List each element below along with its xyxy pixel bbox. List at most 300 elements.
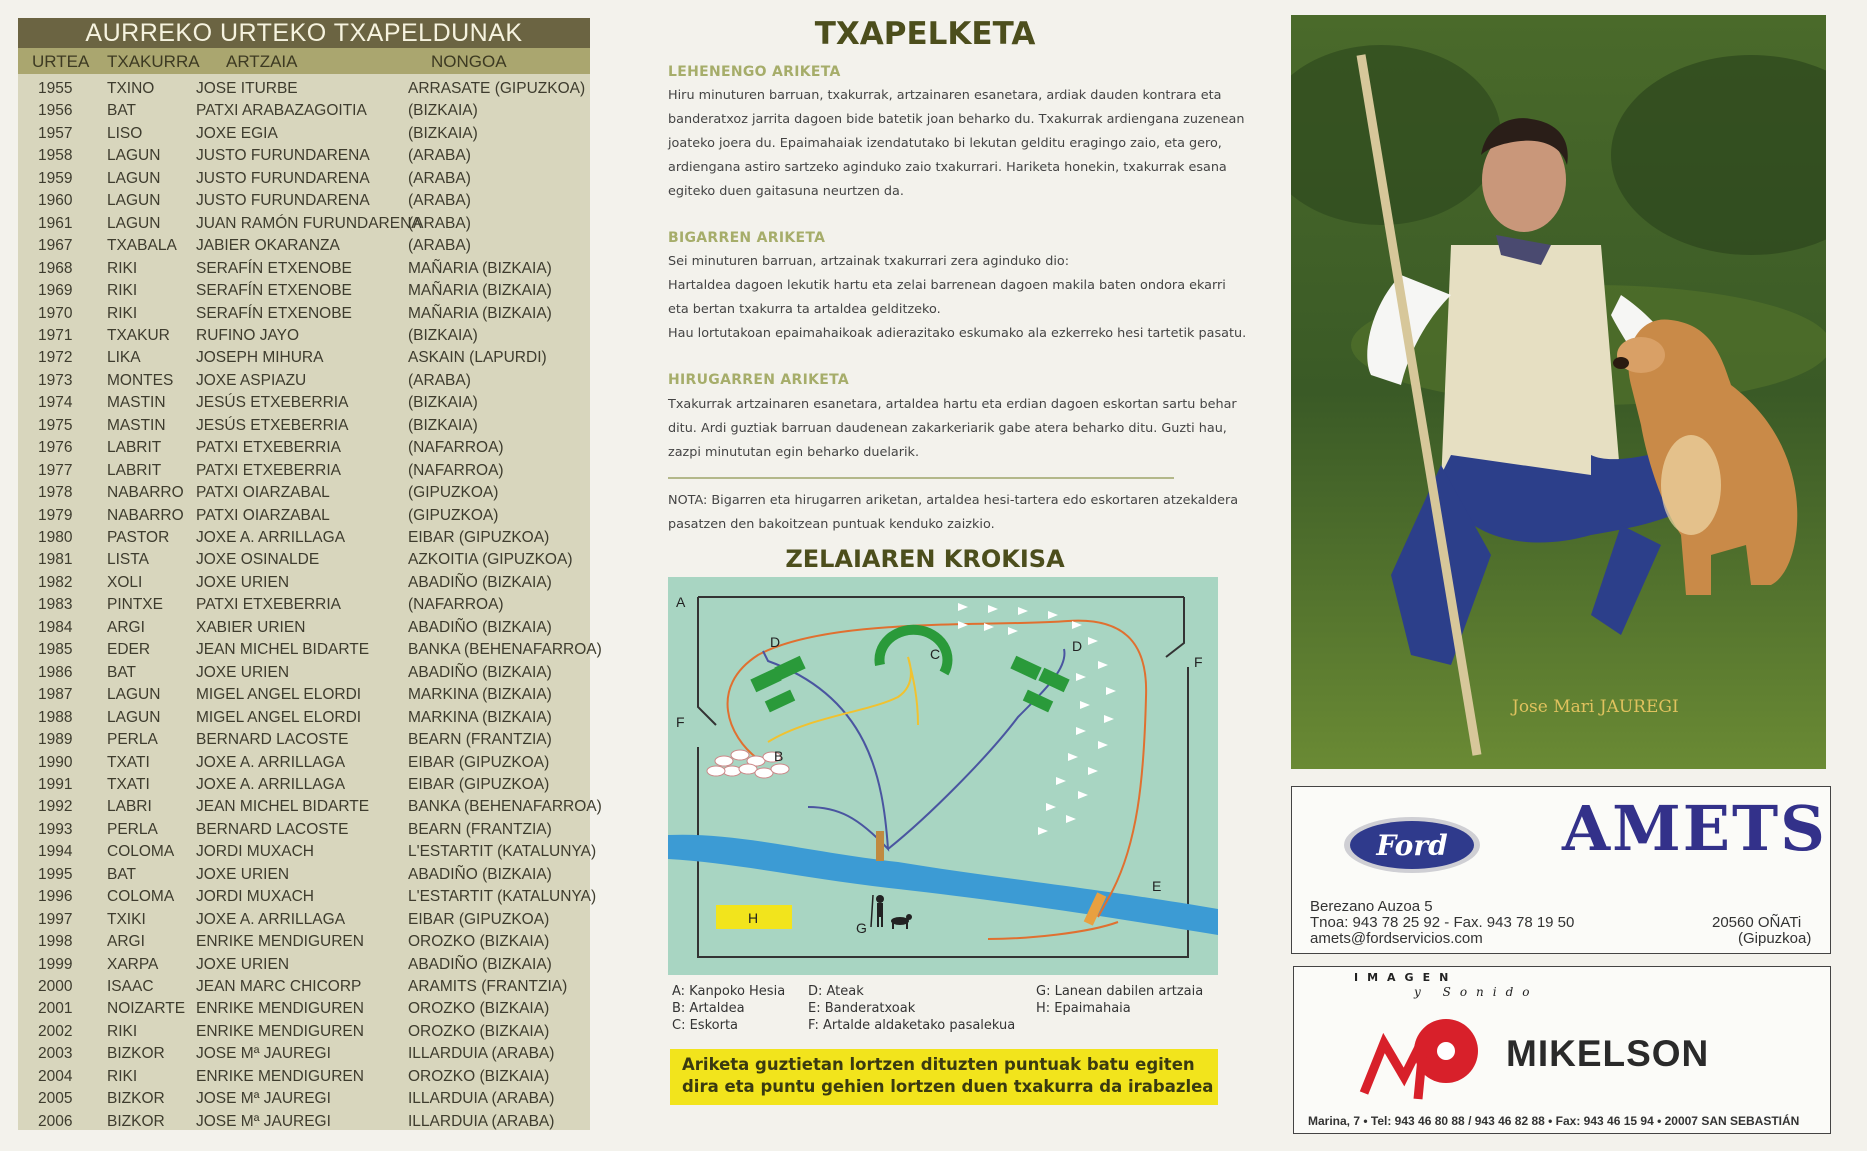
row-dog: PASTOR	[107, 529, 170, 546]
row-dog: NOIZARTE	[107, 1000, 186, 1018]
row-shepherd: BERNARD LACOSTE	[196, 820, 349, 838]
label-c: C	[930, 646, 941, 662]
champions-header	[18, 48, 590, 74]
row-origin: MAÑARIA (BIZKAIA)	[408, 259, 552, 277]
vest	[1441, 245, 1621, 485]
row-year: 1967	[38, 237, 73, 255]
row-year: 1976	[38, 439, 73, 457]
row-origin: EIBAR (GIPUZKOA)	[408, 529, 550, 546]
label-f-right: F	[1194, 654, 1203, 670]
row-dog: LAGUN	[107, 192, 161, 210]
row-origin: (NAFARROA)	[408, 461, 504, 479]
legend-item: D: Ateak	[808, 984, 864, 999]
table-row	[18, 729, 590, 751]
row-dog: LABRI	[107, 798, 152, 816]
map-title: ZELAIAREN KROKISA	[785, 545, 1065, 573]
row-shepherd: JEAN MARC CHICORP	[196, 978, 362, 995]
table-row	[18, 213, 590, 235]
amets-phone: Tnoa: 943 78 25 92 - Fax. 943 78 19 50	[1310, 914, 1575, 931]
row-year: 1959	[38, 169, 73, 187]
row-shepherd: JOSE ITURBE	[196, 80, 298, 97]
legend-item: B: Artaldea	[672, 1001, 745, 1016]
row-year: 1972	[38, 349, 73, 367]
row-dog: ARGI	[107, 618, 145, 636]
row-origin: (GIPUZKOA)	[408, 506, 499, 524]
row-origin: (NAFARROA)	[408, 596, 504, 614]
row-year: 1969	[38, 282, 73, 300]
row-shepherd: SERAFÍN ETXENOBE	[196, 259, 352, 277]
table-row	[18, 325, 590, 347]
row-origin: ILLARDUIA (ARABA)	[408, 1112, 555, 1130]
mikelson-logo-icon	[1354, 1013, 1494, 1103]
label-a: A	[676, 594, 686, 610]
label-g: G	[856, 920, 867, 936]
row-year: 1975	[38, 416, 73, 434]
mikelson-tagline: IMAGEN	[1354, 971, 1458, 984]
row-dog: TXIKI	[107, 910, 146, 928]
mikelson-ad	[1293, 966, 1831, 1134]
row-dog: RIKI	[107, 282, 138, 300]
table-row	[18, 370, 590, 392]
row-year: 1982	[38, 573, 73, 591]
row-origin: MARKINA (BIZKAIA)	[408, 708, 552, 726]
row-dog: LISO	[107, 124, 143, 142]
row-year: 1974	[38, 394, 73, 412]
text-line: zazpi minututan egin beharko duelarik.	[668, 445, 920, 460]
legend-item: C: Eskorta	[672, 1018, 739, 1033]
table-row	[18, 909, 590, 931]
header-urtea: URTEA	[32, 52, 90, 71]
row-dog: LAGUN	[107, 169, 161, 187]
table-row	[18, 954, 590, 976]
row-shepherd: RUFINO JAYO	[196, 326, 300, 344]
row-origin: (ARABA)	[408, 192, 471, 210]
row-shepherd: ENRIKE MENDIGUREN	[196, 933, 364, 951]
champion-photo	[1291, 15, 1826, 769]
row-dog: BIZKOR	[107, 1090, 165, 1108]
row-year: 1994	[38, 843, 73, 861]
row-year: 2002	[38, 1022, 73, 1040]
row-year: 2005	[38, 1090, 73, 1108]
row-origin: AZKOITIA (GIPUZKOA)	[408, 551, 573, 569]
row-shepherd: PATXI OIARZABAL	[196, 506, 330, 524]
row-shepherd: JOXE ASPIAZU	[196, 371, 307, 389]
row-origin: OROZKO (BIZKAIA)	[408, 1000, 550, 1018]
row-year: 1987	[38, 686, 73, 704]
row-origin: ILLARDUIA (ARABA)	[408, 1090, 555, 1108]
row-dog: BAT	[107, 865, 136, 883]
label-f-left: F	[676, 714, 685, 730]
row-origin: (BIZKAIA)	[408, 124, 478, 142]
section-1-text	[668, 84, 1245, 204]
row-year: 1979	[38, 506, 73, 524]
section-1-heading: LEHENENGO ARIKETA	[668, 64, 841, 80]
row-year: 1990	[38, 753, 73, 771]
row-dog: NABARRO	[107, 484, 184, 502]
row-year: 1978	[38, 484, 73, 502]
table-row	[18, 123, 590, 145]
row-shepherd: JUSTO FURUNDARENA	[196, 192, 370, 210]
table-row	[18, 684, 590, 706]
table-row	[18, 1088, 590, 1110]
row-year: 1988	[38, 708, 73, 726]
row-dog: COLOMA	[107, 843, 175, 861]
table-row	[18, 505, 590, 527]
row-shepherd: JUSTO FURUNDARENA	[196, 147, 370, 165]
dog-nose	[1613, 357, 1629, 369]
row-shepherd: JOXE URIEN	[196, 663, 290, 681]
table-row	[18, 1066, 590, 1088]
row-year: 1986	[38, 663, 73, 681]
row-shepherd: ENRIKE MENDIGUREN	[196, 1022, 364, 1040]
legend-item: G: Lanean dabilen artzaia	[1036, 984, 1204, 999]
champions-title: AURREKO URTEKO TXAPELDUNAK	[18, 18, 590, 48]
row-year: 1985	[38, 641, 73, 659]
table-row	[18, 78, 590, 100]
table-row	[18, 774, 590, 796]
text-line: Sei minuturen barruan, artzainak txakurrari zera aginduko dio:	[668, 254, 1070, 269]
row-year: 1955	[38, 80, 73, 97]
table-row	[18, 145, 590, 167]
amets-ad	[1291, 786, 1831, 954]
row-origin: L'ESTARTIT (KATALUNYA)	[408, 843, 597, 861]
table-row	[18, 707, 590, 729]
row-shepherd: ENRIKE MENDIGUREN	[196, 1067, 364, 1085]
label-b: B	[774, 748, 784, 764]
row-origin: OROZKO (BIZKAIA)	[408, 1067, 550, 1085]
table-row	[18, 437, 590, 459]
row-origin: BEARN (FRANTZIA)	[408, 731, 552, 749]
row-shepherd: JOXE A. ARRILLAGA	[196, 910, 346, 928]
row-year: 1999	[38, 955, 73, 973]
table-row	[18, 841, 597, 863]
divider	[668, 477, 1174, 479]
row-year: 1960	[38, 192, 73, 210]
row-origin: (ARABA)	[408, 214, 471, 232]
row-year: 1995	[38, 865, 73, 883]
row-shepherd: JOXE A. ARRILLAGA	[196, 775, 346, 793]
text-line: egiteko duen gaitasuna neurtzen da.	[668, 184, 904, 199]
row-dog: BIZKOR	[107, 1112, 165, 1130]
row-dog: TXINO	[107, 80, 155, 97]
row-origin: (ARABA)	[408, 237, 471, 255]
mikelson-tagline-2: y Sonido	[1414, 985, 1539, 999]
row-origin: ABADIÑO (BIZKAIA)	[408, 955, 552, 973]
legend-item: A: Kanpoko Hesia	[672, 984, 786, 999]
table-row	[18, 639, 602, 661]
section-2-text	[668, 250, 1247, 346]
row-dog: MASTIN	[107, 394, 166, 412]
row-year: 1984	[38, 618, 73, 636]
row-year: 1956	[38, 102, 73, 120]
row-year: 1997	[38, 910, 73, 928]
row-year: 1991	[38, 775, 73, 793]
row-dog: TXABALA	[107, 237, 177, 255]
row-dog: LIKA	[107, 349, 141, 367]
table-row	[18, 662, 590, 684]
amets-address: Berezano Auzoa 5	[1310, 898, 1433, 915]
rules-panel	[630, 0, 1247, 1151]
table-row	[18, 1021, 590, 1043]
row-origin: OROZKO (BIZKAIA)	[408, 1022, 550, 1040]
row-shepherd: SERAFÍN ETXENOBE	[196, 282, 352, 300]
section-2-heading: BIGARREN ARIKETA	[668, 230, 826, 246]
row-origin: (GIPUZKOA)	[408, 484, 499, 502]
row-dog: ARGI	[107, 933, 145, 951]
table-row	[18, 594, 590, 616]
legend-item: E: Banderatxoak	[808, 1001, 916, 1016]
row-shepherd: JESÚS ETXEBERRIA	[196, 416, 349, 434]
row-shepherd: JOXE URIEN	[196, 865, 290, 883]
photo-caption: Jose Mari JAUREGI	[1512, 697, 1679, 717]
row-year: 1961	[38, 214, 73, 232]
row-year: 1970	[38, 304, 73, 322]
text-line: banderatxoz jarrita dagoen bide batetik joan beharko du. Txakurrak ardiengana zuzenean	[668, 112, 1245, 127]
row-dog: RIKI	[107, 259, 138, 277]
row-origin: (NAFARROA)	[408, 439, 504, 457]
table-row	[18, 976, 590, 998]
table-row	[18, 886, 597, 908]
text-line: Hartaldea dagoen lekutik hartu eta zelai barrenean dagoen makila baten ondora ekarri	[668, 278, 1226, 293]
row-dog: XARPA	[107, 955, 159, 973]
text-line: Txakurrak artzainaren esanetara, artaldea hartu eta erdian dagoen eskortan sartu behar	[668, 397, 1237, 412]
table-row	[18, 190, 590, 212]
header-nongoa: NONGOA	[431, 52, 507, 71]
row-origin: (ARABA)	[408, 371, 471, 389]
row-year: 1968	[38, 259, 73, 277]
text-line: Hau lortutakoan epaimahaikoak adierazitako eskumako ala ezkerreko hesi tartetik pasatu.	[668, 326, 1247, 341]
row-shepherd: JUSTO FURUNDARENA	[196, 169, 370, 187]
scoring-highlight	[670, 1049, 1218, 1105]
page-title: TXAPELKETA	[814, 16, 1036, 52]
row-dog: TXATI	[107, 753, 150, 771]
row-shepherd: PATXI ETXEBERRIA	[196, 439, 341, 457]
row-shepherd: JEAN MICHEL BIDARTE	[196, 641, 370, 659]
table-row	[18, 796, 602, 818]
row-shepherd: JORDI MUXACH	[196, 888, 314, 906]
row-dog: LAGUN	[107, 686, 161, 704]
row-origin: (ARABA)	[408, 147, 471, 165]
table-row	[18, 235, 590, 257]
table-row	[18, 460, 590, 482]
row-origin: MAÑARIA (BIZKAIA)	[408, 304, 552, 322]
legend-item: H: Epaimahaia	[1036, 1001, 1131, 1016]
table-row	[18, 1043, 590, 1065]
row-shepherd: PATXI ETXEBERRIA	[196, 461, 341, 479]
table-row	[18, 392, 590, 414]
table-row	[18, 572, 590, 594]
row-dog: COLOMA	[107, 888, 175, 906]
row-year: 1980	[38, 529, 73, 546]
text-line: ardiengana astiro sartzeko aginduko zaio txakurrari. Hariketa honekin, txakurrak esana	[668, 160, 1227, 175]
row-year: 1996	[38, 888, 73, 906]
row-year: 1998	[38, 933, 73, 951]
row-origin: EIBAR (GIPUZKOA)	[408, 775, 550, 793]
row-origin: ARRASATE (GIPUZKOA)	[408, 80, 586, 97]
amets-province: (Gipuzkoa)	[1738, 930, 1812, 947]
row-year: 2001	[38, 1000, 73, 1018]
text-line: ditu. Ardi guztiak barruan daudenean zakarkeriarik gabe atera beharko ditu. Guzti hau,	[668, 421, 1227, 436]
row-shepherd: PATXI OIARZABAL	[196, 484, 330, 502]
label-d-left: D	[770, 634, 781, 650]
row-origin: ABADIÑO (BIZKAIA)	[408, 618, 552, 636]
row-origin: BANKA (BEHENAFARROA)	[408, 641, 602, 659]
header-artzaia: ARTZAIA	[226, 52, 298, 71]
row-origin: ABADIÑO (BIZKAIA)	[408, 865, 552, 883]
ford-wordmark: Ford	[1376, 829, 1448, 862]
highlight-line: Ariketa guztietan lortzen dituzten puntuak batu egiten	[682, 1055, 1195, 1074]
row-dog: BAT	[107, 663, 136, 681]
row-dog: BAT	[107, 102, 136, 120]
section-3-heading: HIRUGARREN ARIKETA	[668, 372, 850, 388]
row-dog: TXATI	[107, 775, 150, 793]
row-year: 1958	[38, 147, 73, 165]
row-shepherd: SERAFÍN ETXENOBE	[196, 304, 352, 322]
row-origin: (BIZKAIA)	[408, 394, 478, 412]
row-dog: PERLA	[107, 731, 158, 749]
row-dog: BIZKOR	[107, 1045, 165, 1063]
row-origin: BEARN (FRANTZIA)	[408, 820, 552, 838]
table-row	[18, 168, 590, 190]
row-dog: MONTES	[107, 371, 174, 389]
row-shepherd: JOXE URIEN	[196, 573, 290, 591]
amets-wordmark: AMETS	[1562, 792, 1827, 865]
row-year: 1993	[38, 820, 73, 838]
row-shepherd: JEAN MICHEL BIDARTE	[196, 798, 370, 816]
row-shepherd: BERNARD LACOSTE	[196, 731, 349, 749]
row-year: 2006	[38, 1112, 73, 1130]
table-row	[18, 303, 590, 325]
label-d-right: D	[1072, 638, 1083, 654]
row-dog: MASTIN	[107, 416, 166, 434]
table-row	[18, 998, 590, 1020]
row-origin: (ARABA)	[408, 169, 471, 187]
row-year: 1981	[38, 551, 73, 569]
amets-city: 20560 OÑATi	[1712, 914, 1802, 931]
row-shepherd: JESÚS ETXEBERRIA	[196, 394, 349, 412]
row-origin: BANKA (BEHENAFARROA)	[408, 798, 602, 816]
table-row	[18, 1111, 590, 1133]
row-origin: EIBAR (GIPUZKOA)	[408, 910, 550, 928]
row-dog: LABRIT	[107, 439, 162, 457]
table-row	[18, 347, 590, 369]
row-dog: NABARRO	[107, 506, 184, 524]
table-row	[18, 415, 590, 437]
row-shepherd: JOXE EGIA	[196, 124, 278, 142]
highlight-line: dira eta puntu gehien lortzen duen txakurra da irabazlea	[682, 1077, 1214, 1096]
table-row	[18, 864, 590, 886]
table-row	[18, 527, 590, 549]
ford-logo	[1342, 815, 1482, 875]
row-year: 1971	[38, 326, 73, 344]
champions-panel	[18, 18, 602, 1130]
row-shepherd: JOXE OSINALDE	[196, 551, 320, 569]
text-line: eta bertan txakurra ta artaldea gelditzeko.	[668, 302, 941, 317]
row-shepherd: JOSE Mª JAUREGI	[196, 1090, 331, 1108]
row-origin: ARAMITS (FRANTZIA)	[408, 978, 568, 995]
row-year: 2004	[38, 1067, 73, 1085]
legend-item: F: Artalde aldaketako pasalekua	[808, 1018, 1016, 1033]
row-origin: EIBAR (GIPUZKOA)	[408, 753, 550, 771]
row-shepherd: XABIER URIEN	[196, 618, 306, 636]
table-row	[18, 482, 590, 504]
table-row	[18, 931, 590, 953]
table-row	[18, 752, 590, 774]
row-dog: LAGUN	[107, 147, 161, 165]
legend-col-1	[672, 983, 785, 1034]
stick	[876, 831, 884, 861]
field-diagram	[668, 577, 1218, 975]
row-dog: RIKI	[107, 1067, 138, 1085]
row-origin: ILLARDUIA (ARABA)	[408, 1045, 555, 1063]
row-shepherd: JOXE A. ARRILLAGA	[196, 753, 346, 771]
row-year: 2000	[38, 978, 73, 995]
row-dog: RIKI	[107, 1022, 138, 1040]
mikelson-wordmark: MIKELSON	[1506, 1033, 1710, 1074]
text-line: NOTA: Bigarren eta hirugarren ariketan, artaldea hesi-tartera edo eskortaren atzekaldera	[668, 493, 1239, 508]
row-dog: PINTXE	[107, 596, 163, 614]
label-e: E	[1152, 878, 1162, 894]
table-row	[18, 280, 590, 302]
row-dog: LAGUN	[107, 708, 161, 726]
row-origin: MARKINA (BIZKAIA)	[408, 686, 552, 704]
row-origin: MAÑARIA (BIZKAIA)	[408, 282, 552, 300]
row-dog: ISAAC	[107, 978, 154, 995]
table-row	[18, 258, 590, 280]
row-year: 2003	[38, 1045, 73, 1063]
row-year: 1973	[38, 371, 73, 389]
mikelson-address: Marina, 7 • Tel: 943 46 80 88 / 943 46 82 88 • Fax: 943 46 15 94 • 20007 SAN SEBASTIÁN	[1308, 1114, 1800, 1128]
text-line: pasatzen den bakoitzean puntuak kenduko zaizkio.	[668, 517, 995, 532]
row-dog: PERLA	[107, 820, 158, 838]
row-year: 1989	[38, 731, 73, 749]
row-shepherd: JUAN RAMÓN FURUNDARENA	[196, 214, 422, 232]
header-txakurra: TXAKURRA	[107, 52, 200, 71]
row-origin: (BIZKAIA)	[408, 416, 478, 434]
row-origin: OROZKO (BIZKAIA)	[408, 933, 550, 951]
row-dog: LISTA	[107, 551, 149, 569]
row-year: 1957	[38, 124, 73, 142]
row-dog: TXAKUR	[107, 326, 170, 344]
section-3-text	[668, 393, 1237, 465]
table-row	[18, 549, 590, 571]
table-row	[18, 617, 590, 639]
row-shepherd: JABIER OKARANZA	[196, 237, 340, 255]
row-dog: LABRIT	[107, 461, 162, 479]
row-year: 1983	[38, 596, 73, 614]
row-shepherd: JOXE A. ARRILLAGA	[196, 529, 346, 546]
row-dog: RIKI	[107, 304, 138, 322]
row-dog: LAGUN	[107, 214, 161, 232]
row-shepherd: JOSE Mª JAUREGI	[196, 1112, 331, 1130]
row-shepherd: MIGEL ANGEL ELORDI	[196, 708, 362, 726]
text-line: joateko joera du. Epaimahaiak izendatutako bi lekutan gelditu eragingo zaio, eta gero,	[668, 136, 1222, 151]
row-shepherd: PATXI ETXEBERRIA	[196, 596, 341, 614]
legend-col-2	[808, 983, 1015, 1034]
row-origin: (BIZKAIA)	[408, 102, 478, 120]
amets-email[interactable]: amets@fordservicios.com	[1310, 930, 1483, 947]
table-row	[18, 819, 590, 841]
row-dog: EDER	[107, 641, 151, 659]
row-year: 1992	[38, 798, 73, 816]
row-dog: XOLI	[107, 573, 143, 591]
label-h: H	[748, 910, 759, 926]
row-origin: L'ESTARTIT (KATALUNYA)	[408, 888, 597, 906]
row-shepherd: JOSEPH MIHURA	[196, 349, 324, 367]
row-shepherd: JOSE Mª JAUREGI	[196, 1045, 331, 1063]
row-origin: ABADIÑO (BIZKAIA)	[408, 573, 552, 591]
row-origin: ASKAIN (LAPURDI)	[408, 349, 547, 367]
